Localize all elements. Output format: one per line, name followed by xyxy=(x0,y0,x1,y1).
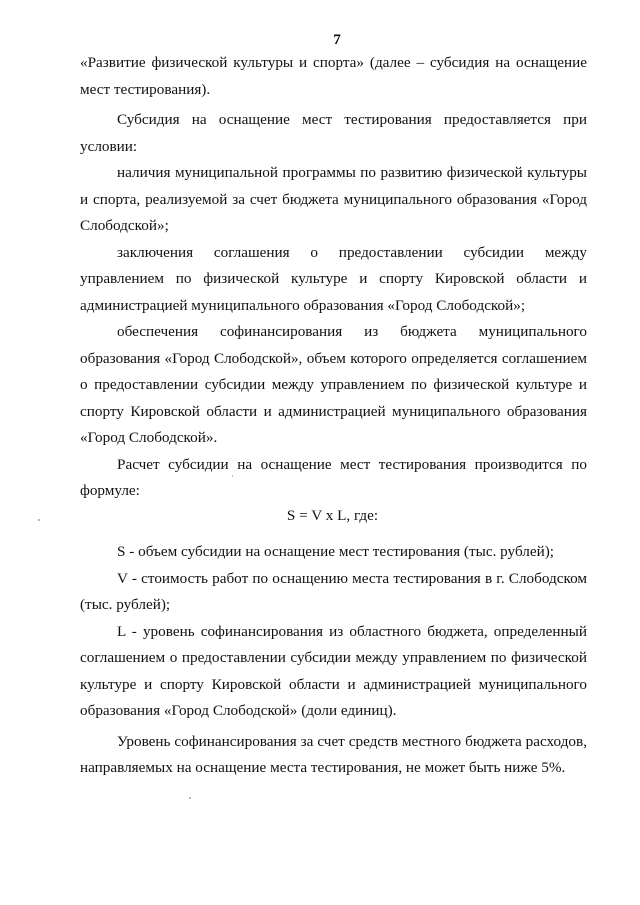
page-number: 7 xyxy=(333,32,341,48)
paragraph-subsidy-name: «Развитие физической культуры и спорта» (далее – субсидия на оснащение мест тестирования). xyxy=(80,54,587,98)
paragraph-condition-program: наличия муниципальной программы по развитию физической культуры и спорта, реализуемой за счет бюджета муниципального образования «Город Слободской»; xyxy=(80,164,587,234)
text-block-upper xyxy=(80,50,587,505)
definition-s: S - объем субсидии на оснащение мест тестирования (тыс. рублей); xyxy=(117,543,555,560)
paragraph-subsidy-conditions: Субсидия на оснащение мест тестирования предоставляется при условии: xyxy=(80,111,587,155)
paragraph-condition-agreement: заключения соглашения о предоставлении субсидии между управлением по физической культуре и спорту Кировской области и администрацией муниципального образования «Город Слободской»; xyxy=(80,243,587,314)
paragraph-condition-cofinancing: обеспечения софинансирования из бюджета муниципального образования «Город Слободской», объем которого определяется соглашением о предоставлении субсидии между управлением по физической культуре и спорту Кировской области и администрацией муниципального образования «Город Слободской». xyxy=(80,323,587,446)
definition-v: V - стоимость работ по оснащению места тестирования в г. Слободском (тыс. рублей); xyxy=(80,569,587,613)
definition-l: L - уровень софинансирования из областного бюджета, определенный соглашением о предоставлении субсидии между управлением по физической культуре и спорту Кировской области и администрацией муниципального образования «Город Слободской» (доли единиц). xyxy=(80,622,587,719)
formula: S = V x L, где: xyxy=(286,507,379,524)
paragraph-calculation-intro: Расчет субсидии на оснащение мест тестирования производится по формуле: xyxy=(80,455,587,499)
paragraph-local-cofinancing: Уровень софинансирования за счет средств местного бюджета расходов, направляемых на оснащение места тестирования, не может быть ниже 5%. xyxy=(80,732,587,776)
scan-speck xyxy=(38,519,40,521)
text-block-lower xyxy=(80,539,587,782)
scan-speck xyxy=(232,475,233,477)
scan-speck xyxy=(189,797,191,799)
